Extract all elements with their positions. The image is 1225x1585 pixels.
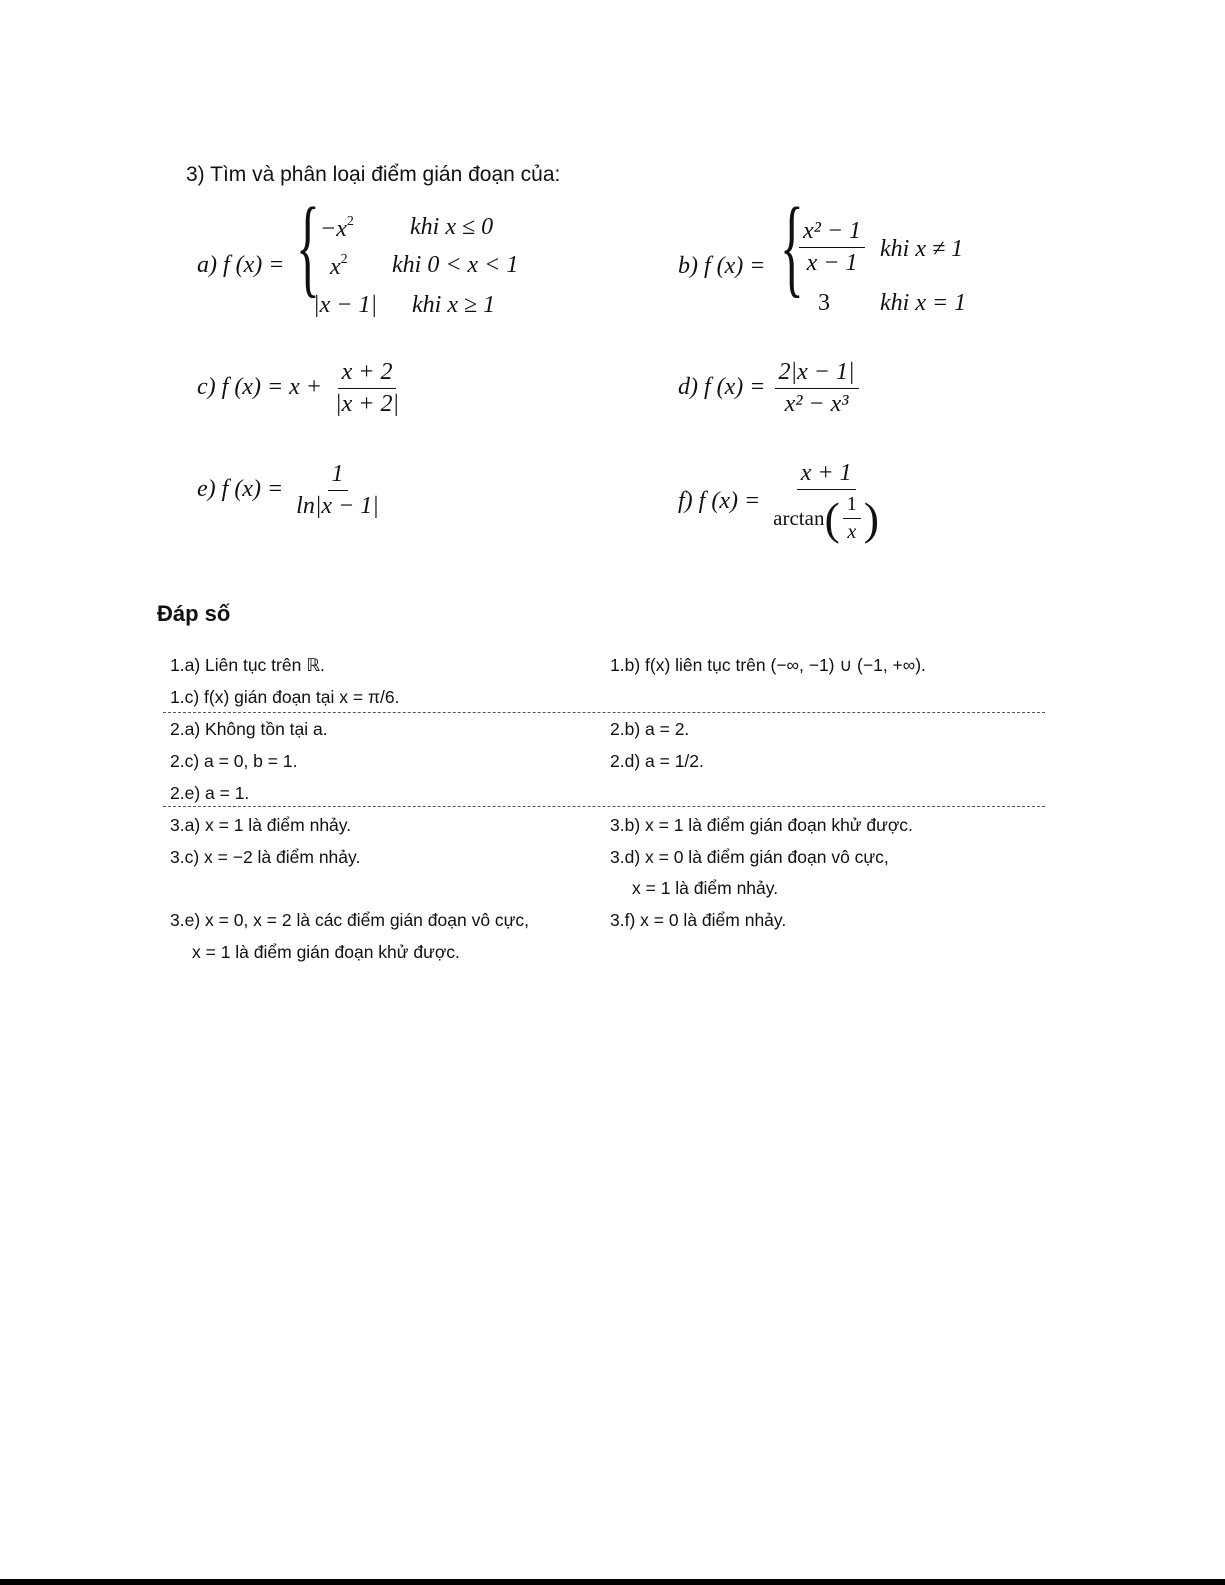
formula-a-label: a) f (x) = <box>197 252 285 278</box>
answer-3e-cont: x = 1 là điểm gián đoạn khử được. <box>192 942 460 962</box>
formula-a-cond1: khi x ≤ 0 <box>410 214 494 240</box>
answer-1c: 1.c) f(x) gián đoạn tại x = π/6. <box>170 687 400 707</box>
formula-b-case2: 3 <box>818 290 830 316</box>
answer-3a: 3.a) x = 1 là điểm nhảy. <box>170 815 352 835</box>
formula-d: d) f (x) = $\frac{2|x - 1|}{\text{x² − x³}}$ <box>678 359 862 418</box>
brace-icon: { <box>780 185 804 307</box>
formula-c: c) f (x) = x + $\frac{x + 2}{|x + 2|}$ <box>197 359 400 417</box>
answer-2d: 2.d) a = 1/2. <box>610 751 704 771</box>
answers-heading: Đáp số <box>157 601 231 626</box>
formula-a-case1: $-x^2$ <box>320 214 354 242</box>
divider <box>163 806 1045 807</box>
answer-2a: 2.a) Không tồn tại a. <box>170 719 328 739</box>
formula-b-cond2: khi x = 1 <box>880 290 967 316</box>
formula-a-cond2: khi 0 < x < 1 <box>392 252 519 278</box>
page-bottom-border <box>0 1579 1225 1585</box>
answer-3b: 3.b) x = 1 là điểm gián đoạn khử được. <box>610 815 913 835</box>
answer-2b: 2.b) a = 2. <box>610 719 690 739</box>
answer-3d: 3.d) x = 0 là điểm gián đoạn vô cực, <box>610 847 889 867</box>
formula-e: e) f (x) = $\frac{1}{\ln|x - 1|}$ <box>197 461 379 519</box>
brace-icon: { <box>296 185 320 307</box>
formula-a-cond3: khi x ≥ 1 <box>412 292 496 318</box>
answer-3e: 3.e) x = 0, x = 2 là các điểm gián đoạn vô cực, <box>170 910 529 930</box>
answer-2c: 2.c) a = 0, b = 1. <box>170 751 298 771</box>
formula-a-case3: |x − 1| <box>313 292 378 318</box>
formula-a-case2: $x^2$ <box>330 252 348 280</box>
answer-3c: 3.c) x = −2 là điểm nhảy. <box>170 847 361 867</box>
formula-b-cond1: khi x ≠ 1 <box>880 236 964 262</box>
answer-3f: 3.f) x = 0 là điểm nhảy. <box>610 910 787 930</box>
formula-f: f) f (x) = x + 1 arctan ( $\frac{1}{x}$ ) <box>678 460 880 544</box>
formula-b-case1: $\frac{\text{x² − 1}}{x - 1}$ <box>796 218 868 277</box>
answer-1b: 1.b) f(x) liên tục trên (−∞, −1) ∪ (−1, +∞). <box>610 655 926 675</box>
answer-3d-cont: x = 1 là điểm nhảy. <box>632 878 779 898</box>
formula-b-label: b) f (x) = <box>678 253 766 279</box>
divider <box>163 712 1045 713</box>
answer-1a: 1.a) Liên tục trên ℝ. <box>170 655 325 675</box>
question-title: 3) Tìm và phân loại điểm gián đoạn của: <box>186 163 561 186</box>
answer-2e: 2.e) a = 1. <box>170 783 250 803</box>
